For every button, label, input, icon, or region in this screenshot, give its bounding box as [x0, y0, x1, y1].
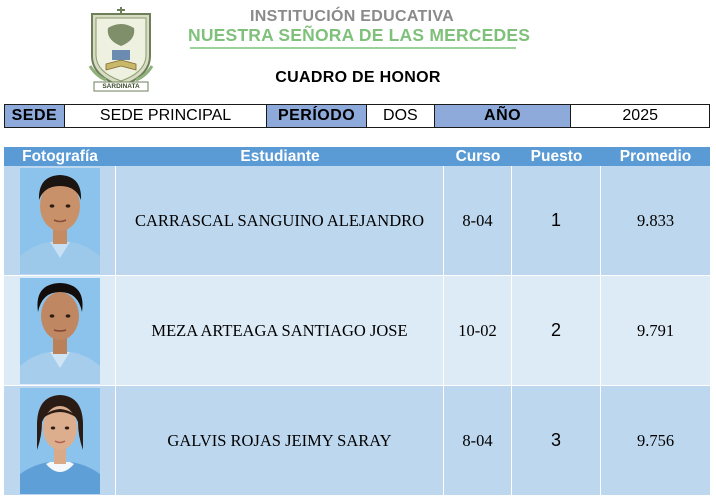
table-row	[4, 166, 710, 276]
student-rank: 3	[512, 386, 601, 495]
student-photo	[20, 388, 100, 494]
school-name-line1: INSTITUCIÓN EDUCATIVA	[250, 8, 454, 25]
table-row	[4, 386, 710, 496]
periodo-value: DOS	[367, 105, 435, 127]
student-course: 8-04	[444, 166, 512, 275]
photo-cell	[4, 276, 116, 385]
crest-caption: SARDINATA	[102, 83, 140, 90]
student-course: 10-02	[444, 276, 512, 385]
info-bar	[4, 104, 710, 128]
page-title: CUADRO DE HONOR	[275, 69, 441, 86]
sede-label: SEDE	[5, 105, 65, 127]
student-average: 9.756	[601, 386, 710, 495]
col-header-average: Promedio	[619, 147, 692, 165]
student-photo	[20, 278, 100, 384]
periodo-label: PERÍODO	[267, 105, 367, 127]
student-name: MEZA ARTEAGA SANTIAGO JOSE	[116, 276, 444, 385]
student-photo	[20, 168, 100, 274]
honor-roll-table	[4, 166, 710, 496]
student-name: CARRASCAL SANGUINO ALEJANDRO	[116, 166, 444, 275]
table-header	[4, 147, 710, 166]
student-average: 9.791	[601, 276, 710, 385]
student-rank: 2	[512, 276, 601, 385]
sede-value: SEDE PRINCIPAL	[65, 105, 267, 127]
anio-label: AÑO	[435, 105, 572, 127]
student-rank: 1	[512, 166, 601, 275]
photo-cell	[4, 386, 116, 495]
anio-value: 2025	[571, 105, 709, 127]
table-row	[4, 276, 710, 386]
photo-cell	[4, 166, 116, 275]
student-name: GALVIS ROJAS JEIMY SARAY	[116, 386, 444, 495]
col-header-student: Estudiante	[240, 147, 320, 165]
student-course: 8-04	[444, 386, 512, 495]
col-header-course: Curso	[455, 147, 501, 165]
student-average: 9.833	[601, 166, 710, 275]
col-header-photo: Fotografía	[22, 147, 98, 165]
school-name-underline	[190, 47, 516, 49]
school-name-line2: NUESTRA SEÑORA DE LAS MERCEDES	[188, 25, 531, 45]
col-header-rank: Puesto	[530, 147, 583, 165]
